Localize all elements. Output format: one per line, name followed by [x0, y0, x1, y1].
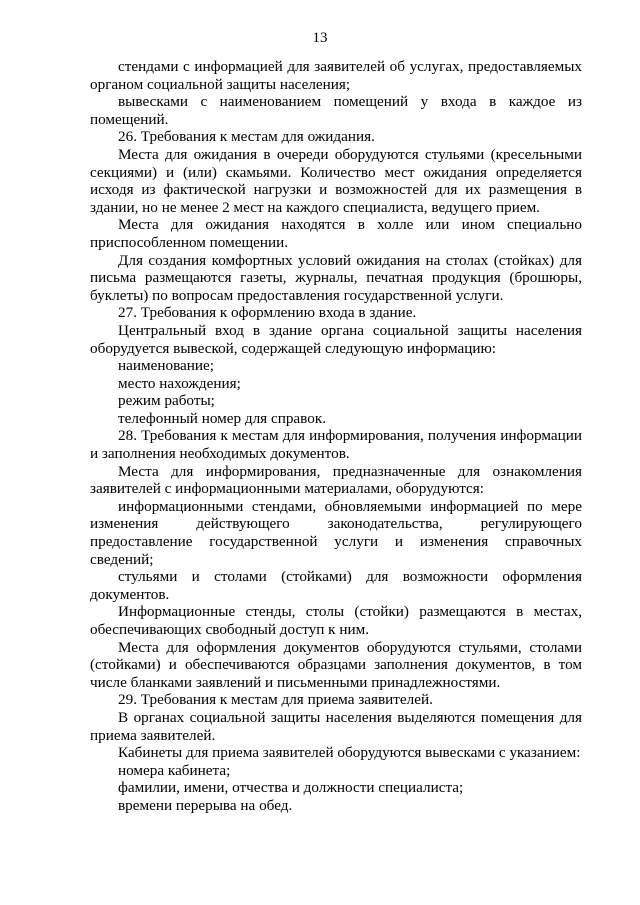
- paragraph: Кабинеты для приема заявителей оборудуются вывесками с указанием:: [118, 744, 581, 762]
- list-item: режим работы;: [118, 392, 215, 410]
- section-heading: 26. Требования к местам для ожидания.: [118, 128, 375, 146]
- list-item: информационными стендами, обновляемыми информацией по мере изменения действующего законодательства, регулирующего предоставление государственной услуги и изменения справочных сведений;: [90, 497, 582, 568]
- list-item: фамилии, имени, отчества и должности специалиста;: [118, 779, 464, 797]
- list-item: номера кабинета;: [118, 761, 231, 779]
- list-item: наименование;: [118, 357, 214, 375]
- paragraph: Информационные стенды, столы (стойки) размещаются в местах, обеспечивающих свободный доступ к ним.: [90, 603, 582, 638]
- list-item: стульями и столами (стойками) для возможности оформления документов.: [90, 568, 582, 603]
- paragraph: вывесками с наименованием помещений у входа в каждое из помещений.: [90, 93, 582, 128]
- list-item: телефонный номер для справок.: [118, 409, 327, 427]
- list-item: место нахождения;: [118, 374, 241, 392]
- paragraph: В органах социальной защиты населения выделяются помещения для приема заявителей.: [90, 708, 582, 744]
- paragraph: Места для ожидания в очереди оборудуются стульями (кресельными секциями) и (или) скамьями. Количество мест ожидания определяется исходя из фактической нагрузки и возможностей для их размещения в здании, но не менее 2 мест на каждого специалиста, ведущего прием.: [90, 145, 582, 216]
- paragraph: Места для оформления документов оборудуются стульями, столами (стойками) и обеспечиваются образцами заполнения документов, в том числе бланками заявлений и письменными принадлежностями.: [90, 638, 582, 691]
- paragraph: Центральный вход в здание органа социальной защиты населения оборудуется вывеской, содержащей следующую информацию:: [90, 321, 582, 357]
- section-heading: 28. Требования к местам для информирования, получения информации и заполнения необходимых документов.: [90, 427, 582, 463]
- document-body: [90, 58, 582, 815]
- page-number: 13: [312, 30, 328, 46]
- section-heading: 27. Требования к оформлению входа в здание.: [118, 304, 417, 322]
- section-heading: 29. Требования к местам для приема заявителей.: [118, 691, 433, 709]
- paragraph: Места для информирования, предназначенные для ознакомления заявителей с информационными материалами, оборудуются:: [90, 462, 582, 498]
- paragraph: стендами с информацией для заявителей об услугах, предоставляемых органом социальной защиты населения;: [90, 58, 582, 93]
- paragraph: Места для ожидания находятся в холле или ином специально приспособленном помещении.: [90, 216, 582, 251]
- paragraph: Для создания комфортных условий ожидания на столах (стойках) для письма размещаются газеты, журналы, печатная продукция (брошюры, буклеты) по вопросам предоставления государственной услуги.: [90, 251, 582, 304]
- list-item: времени перерыва на обед.: [118, 796, 293, 814]
